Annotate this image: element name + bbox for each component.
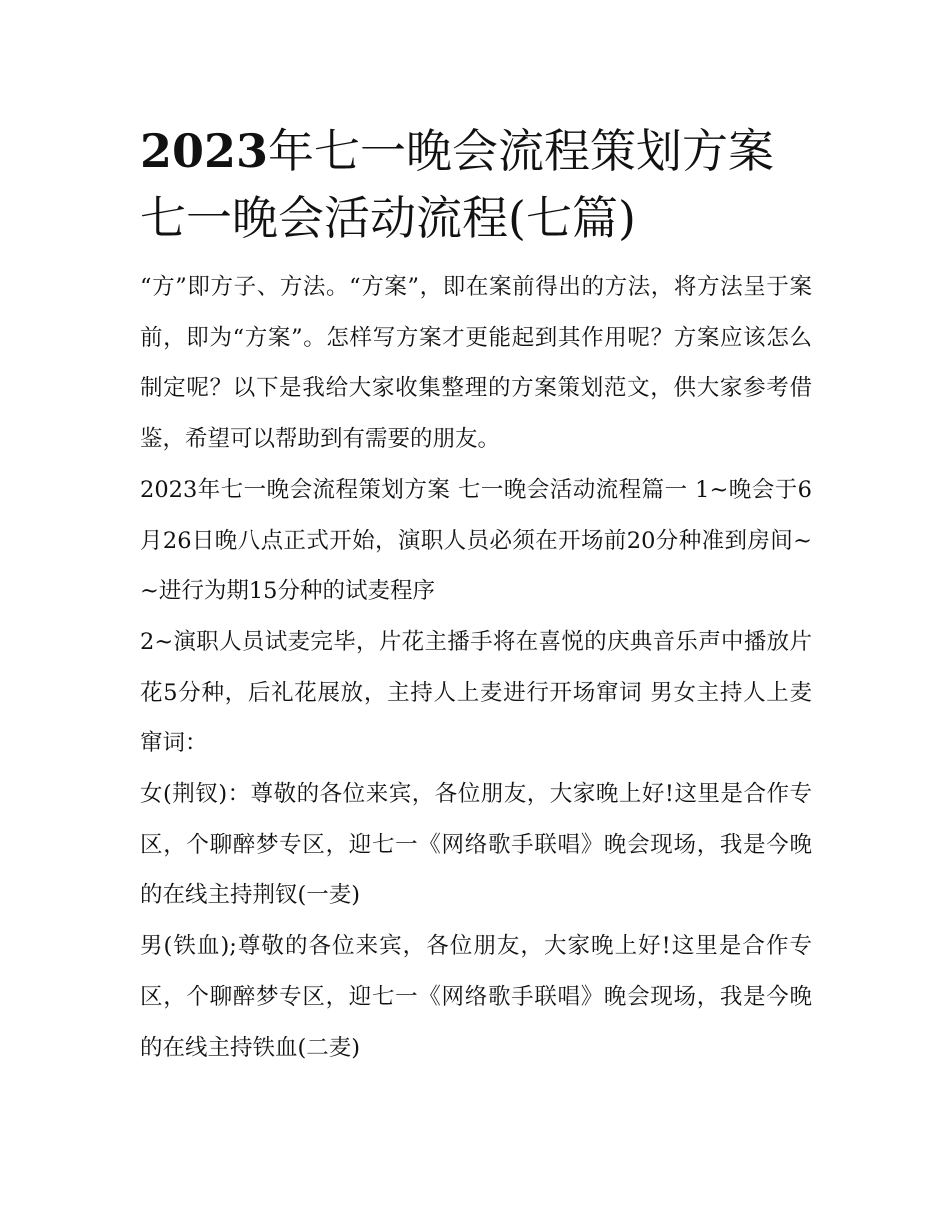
document-title [140, 118, 812, 252]
document-content [140, 118, 812, 1073]
title-year: 2023 [140, 124, 269, 178]
body-paragraph-1: 2023年七一晚会流程策划方案 七一晚会活动流程篇一 1~晚会于6月26日晚八点正式开始，演职人员必须在开场前20分种准到房间~~进行为期15分种的试麦程序 [140, 476, 812, 605]
body-paragraph-3: 女(荆钗)：尊敬的各位来宾，各位朋友，大家晚上好!这里是合作专区，个聊醉梦专区，迎七一《网络歌手联唱》晚会现场，我是今晚的在线主持荆钗(一麦) [140, 781, 812, 909]
title-line2-text: 七一晚会活动流程(七篇) [140, 191, 636, 245]
body-paragraph-2: 2~演职人员试麦完毕，片花主播手将在喜悦的庆典音乐声中播放片花5分种，后礼花展放，主持人上麦进行开场窜词 男女主持人上麦窜词： [140, 628, 812, 757]
title-line1-text: 年七一晚会流程策划方案 [268, 124, 775, 178]
body-paragraph-4: 男(铁血);尊敬的各位来宾，各位朋友，大家晚上好!这里是合作专区，个聊醉梦专区，迎七一《网络歌手联唱》晚会现场，我是今晚的在线主持铁血(二麦) [140, 933, 812, 1061]
intro-paragraph: “方”即方子、方法。“方案”，即在案前得出的方法，将方法呈于案前，即为“方案”。怎样写方案才更能起到其作用呢？方案应该怎么制定呢？以下是我给大家收集整理的方案策划范文，供大家参考借鉴，希望可以帮助到有需要的朋友。 [140, 274, 812, 453]
